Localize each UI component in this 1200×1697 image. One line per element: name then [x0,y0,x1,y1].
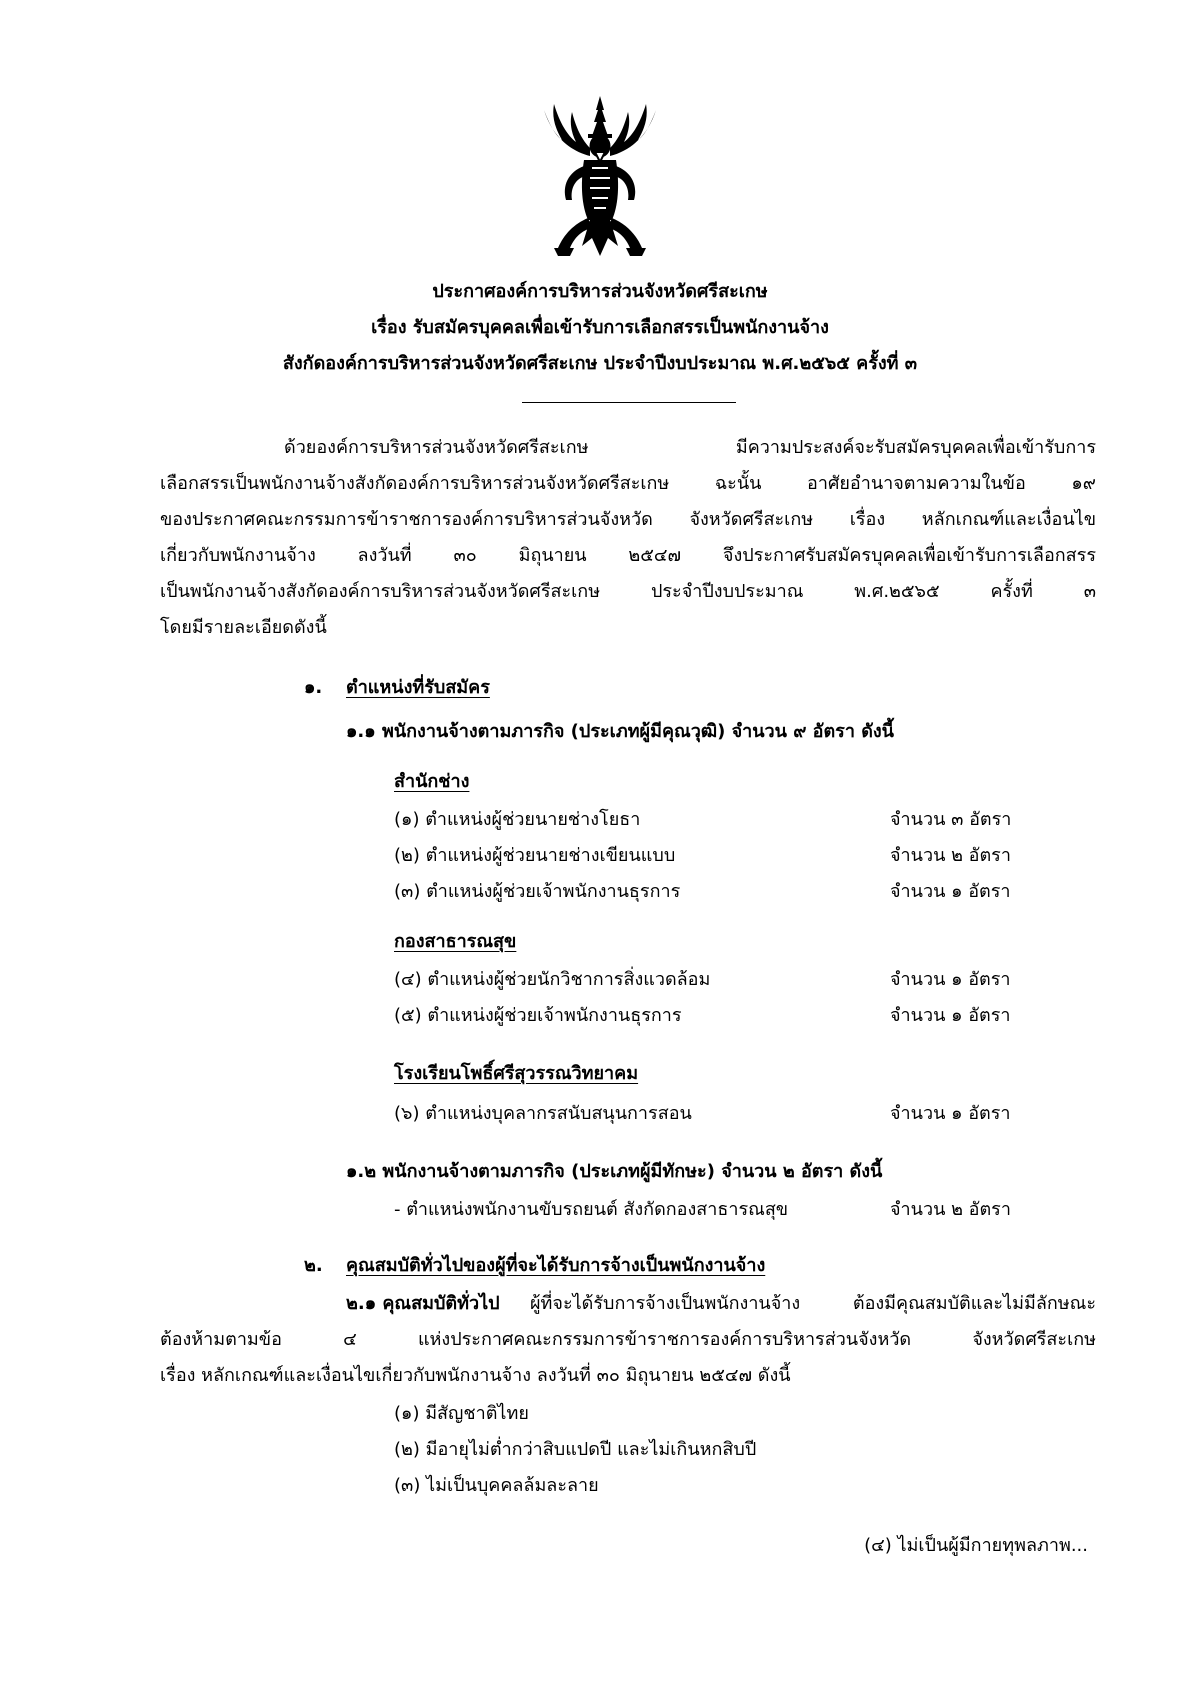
header-divider [522,402,736,403]
position-count-2: จำนวน ๒ อัตรา [890,845,1011,866]
position-count-3: จำนวน ๑ อัตรา [890,881,1011,902]
intro-line-1: ด้วยองค์การบริหารส่วนจังหวัดศรีสะเกษ มีความประสงค์จะรับสมัครบุคคลเพื่อเข้ารับการ [284,437,1096,458]
qualification-item-3: (๓) ไม่เป็นบุคคลล้มละลาย [394,1475,599,1496]
group-name-public-health: กองสาธารณสุข [394,931,517,952]
section-2-1-text-first: ผู้ที่จะได้รับการจ้างเป็นพนักงานจ้าง ต้องมีคุณสมบัติและไม่มีลักษณะ [530,1293,1096,1314]
position-count-4: จำนวน ๑ อัตรา [890,969,1011,990]
intro-line-2: เลือกสรรเป็นพนักงานจ้างสังกัดองค์การบริหารส่วนจังหวัดศรีสะเกษ ฉะนั้น อาศัยอำนาจตามความในข้อ ๑๙ [160,473,1096,494]
position-count-6: จำนวน ๑ อัตรา [890,1103,1011,1124]
qualification-item-2: (๒) มีอายุไม่ต่ำกว่าสิบแปดปี และไม่เกินหกสิบปี [394,1439,757,1460]
qualification-item-1: (๑) มีสัญชาติไทย [394,1403,529,1424]
section-1-title: ตำแหน่งที่รับสมัคร [346,677,490,698]
position-count-5: จำนวน ๑ อัตรา [890,1005,1011,1026]
section-1-2-title: ๑.๒ พนักงานจ้างตามภารกิจ (ประเภทผู้มีทักษะ) จำนวน ๒ อัตรา ดังนี้ [346,1161,883,1182]
position-item-5: (๕) ตำแหน่งผู้ช่วยเจ้าพนักงานธุรการ [394,1005,682,1026]
intro-line-4: เกี่ยวกับพนักงานจ้าง ลงวันที่ ๓๐ มิถุนายน ๒๕๔๗ จึงประกาศรับสมัครบุคคลเพื่อเข้ารับการเลือกสรร [160,545,1096,566]
garuda-emblem-icon [540,96,660,266]
position-item-6: (๖) ตำแหน่งบุคลากรสนับสนุนการสอน [394,1103,692,1124]
page-continuation-note: (๔) ไม่เป็นผู้มีกายทุพลภาพ... [864,1535,1088,1556]
section-2-title: คุณสมบัติทั่วไปของผู้ที่จะได้รับการจ้างเป็นพนักงานจ้าง [346,1255,766,1276]
intro-line-6: โดยมีรายละเอียดดังนี้ [160,617,327,638]
position-item-4: (๔) ตำแหน่งผู้ช่วยนักวิชาการสิ่งแวดล้อม [394,969,711,990]
section-2-number: ๒. [304,1255,323,1276]
header-title-line-1: ประกาศองค์การบริหารส่วนจังหวัดศรีสะเกษ [432,281,768,302]
group-name-school: โรงเรียนโพธิ์ศรีสุวรรณวิทยาคม [394,1063,639,1084]
intro-line-5: เป็นพนักงานจ้างสังกัดองค์การบริหารส่วนจังหวัดศรีสะเกษ ประจำปีงบประมาณ พ.ศ.๒๕๖๕ ครั้งที่ ๓ [160,581,1096,602]
position-count-driver: จำนวน ๒ อัตรา [890,1199,1011,1220]
intro-line-3: ของประกาศคณะกรรมการข้าราชการองค์การบริหารส่วนจังหวัด จังหวัดศรีสะเกษ เรื่อง หลักเกณฑ์และเงื่อนไข [160,509,1096,530]
header-title-line-3: สังกัดองค์การบริหารส่วนจังหวัดศรีสะเกษ ประจำปีงบประมาณ พ.ศ.๒๕๖๕ ครั้งที่ ๓ [282,353,918,374]
section-2-1-text-line-1: ต้องห้ามตามข้อ ๔ แห่งประกาศคณะกรรมการข้าราชการองค์การบริหารส่วนจังหวัด จังหวัดศรีสะเกษ [160,1329,1096,1350]
section-1-1-title: ๑.๑ พนักงานจ้างตามภารกิจ (ประเภทผู้มีคุณวุฒิ) จำนวน ๙ อัตรา ดังนี้ [346,721,894,742]
position-item-2: (๒) ตำแหน่งผู้ช่วยนายช่างเขียนแบบ [394,845,676,866]
section-2-1-title: ๒.๑ คุณสมบัติทั่วไป [346,1293,500,1314]
group-name-engineering: สำนักช่าง [394,771,470,792]
position-count-1: จำนวน ๓ อัตรา [890,809,1012,830]
position-item-driver: - ตำแหน่งพนักงานขับรถยนต์ สังกัดกองสาธารณสุข [394,1199,789,1220]
position-item-1: (๑) ตำแหน่งผู้ช่วยนายช่างโยธา [394,809,641,830]
position-item-3: (๓) ตำแหน่งผู้ช่วยเจ้าพนักงานธุรการ [394,881,681,902]
section-1-number: ๑. [304,677,323,698]
header-title-line-2: เรื่อง รับสมัครบุคคลเพื่อเข้ารับการเลือกสรรเป็นพนักงานจ้าง [371,317,829,338]
section-2-1-text-line-2: เรื่อง หลักเกณฑ์และเงื่อนไขเกี่ยวกับพนักงานจ้าง ลงวันที่ ๓๐ มิถุนายน ๒๕๔๗ ดังนี้ [160,1365,791,1386]
